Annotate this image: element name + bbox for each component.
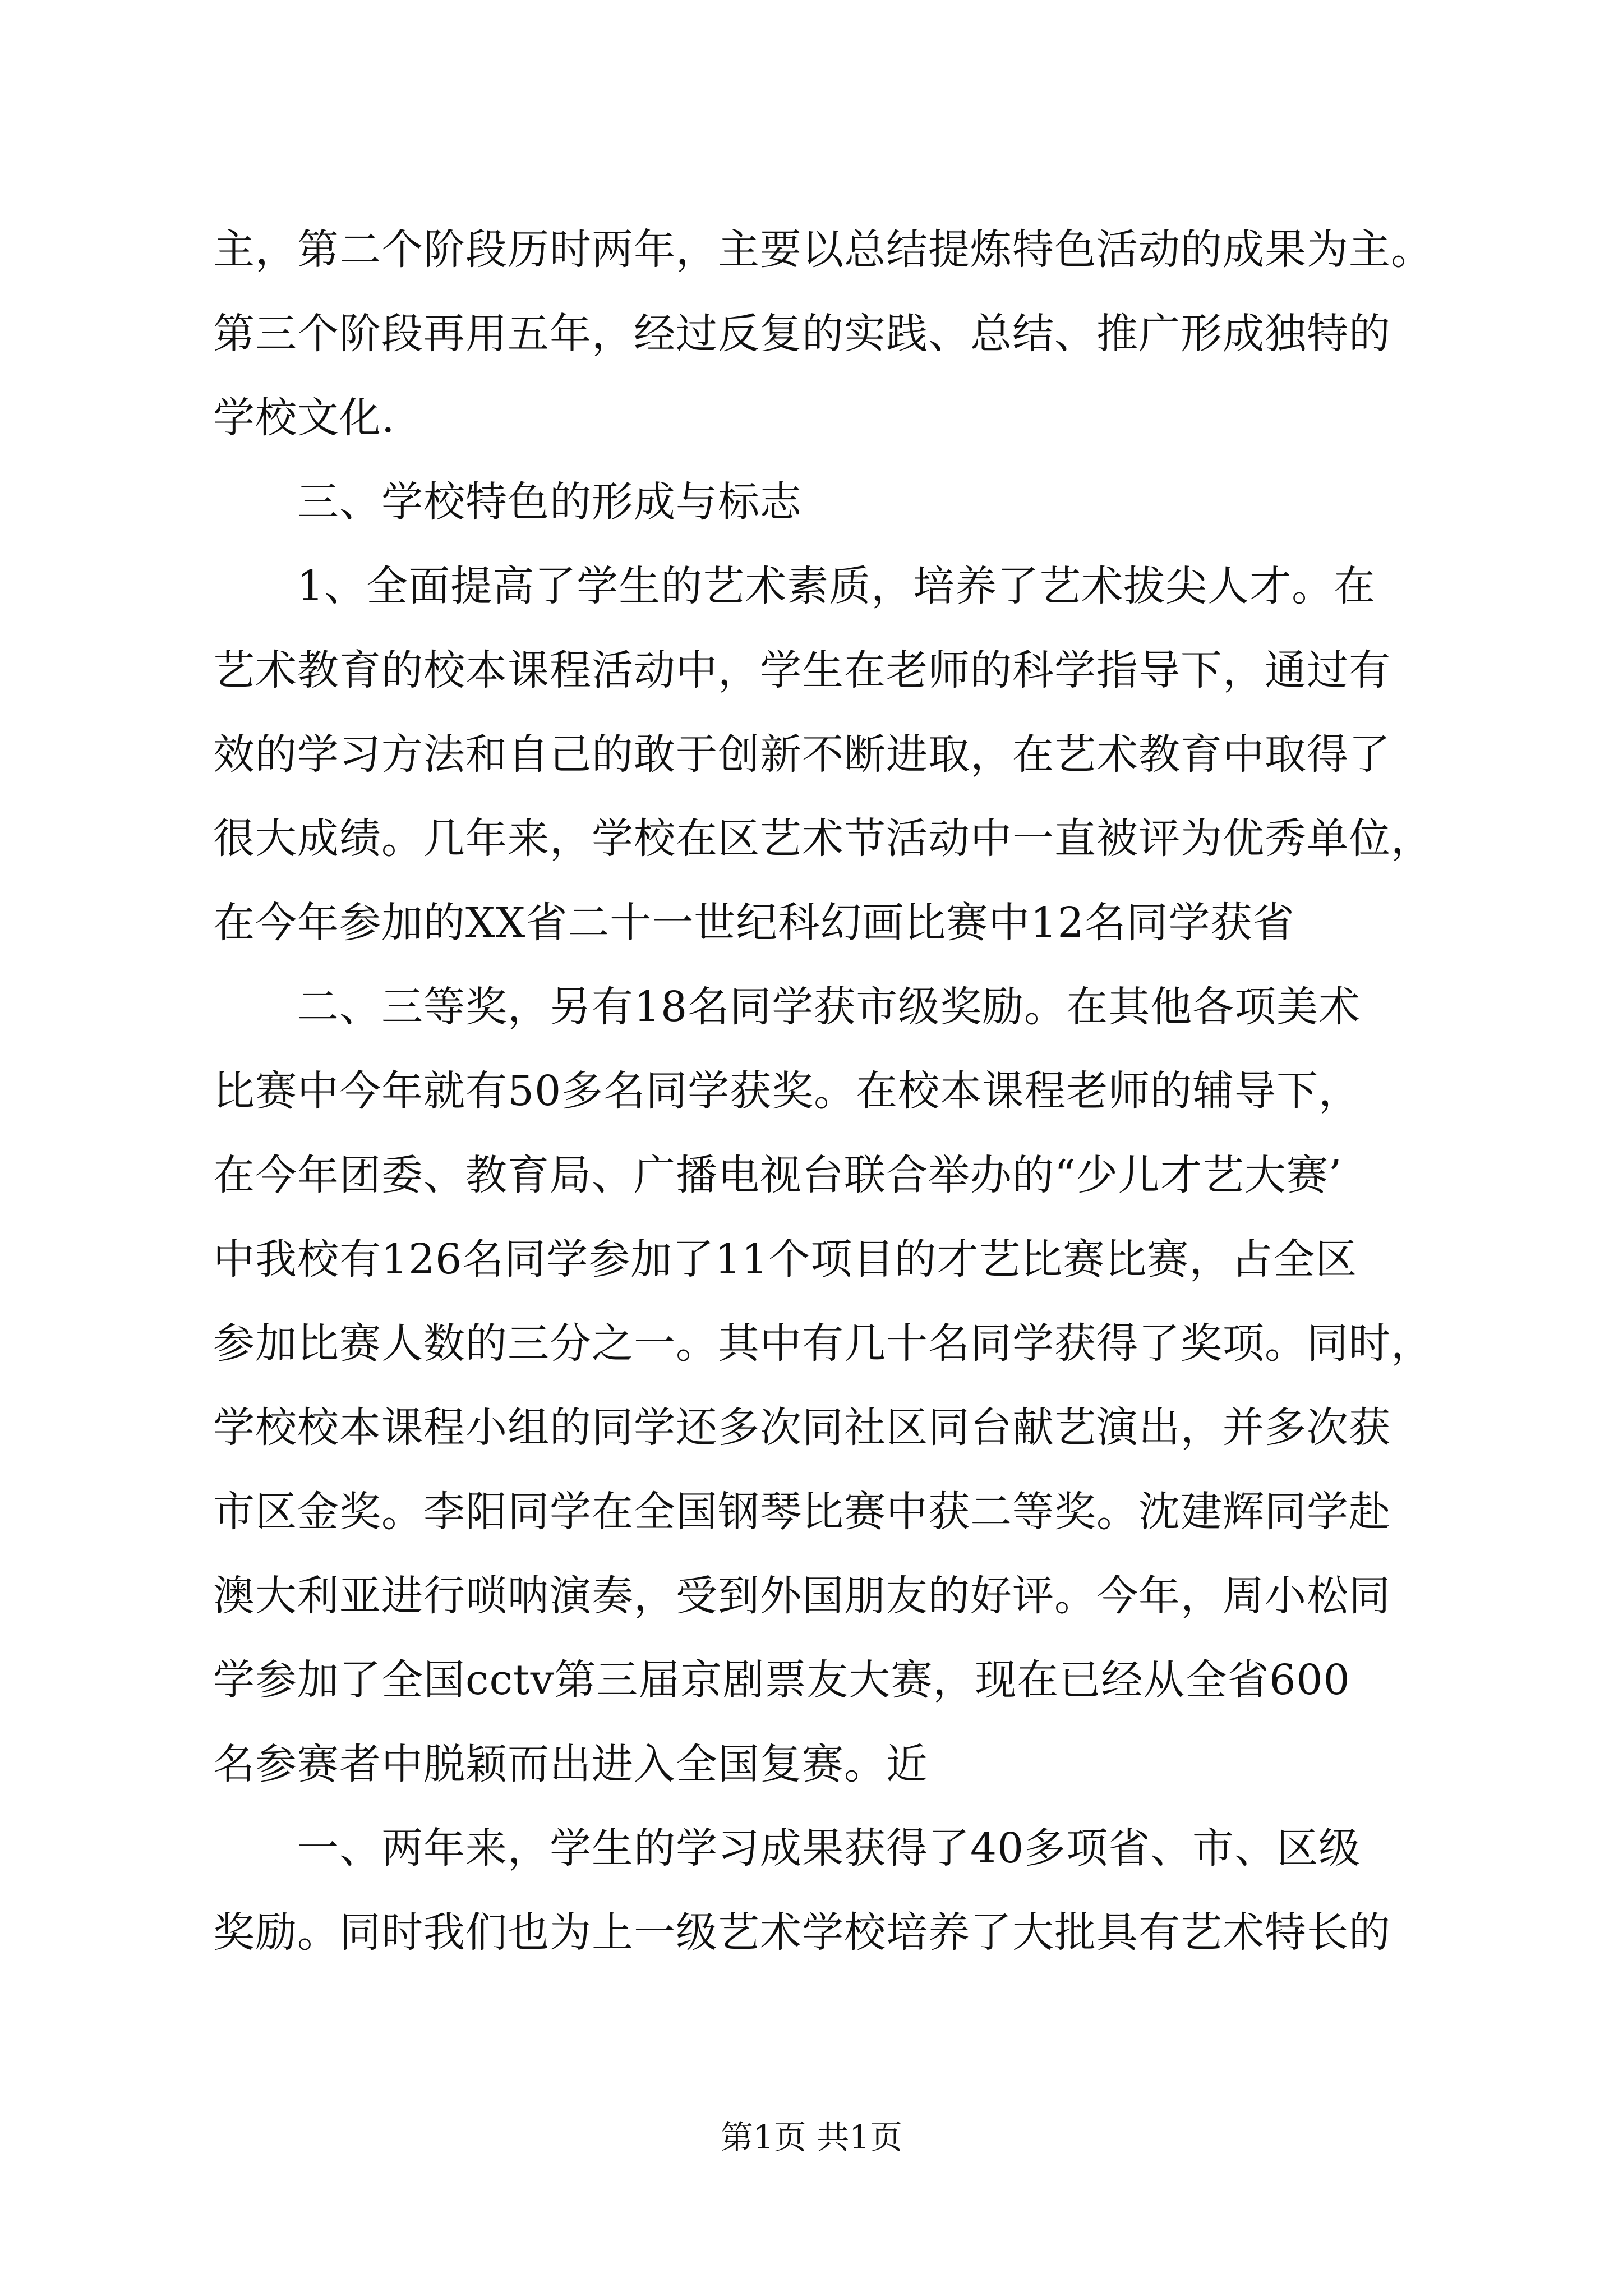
text-line: 艺术教育的校本课程活动中，学生在老师的科学指导下，通过有 [213,646,1391,694]
text-line: 奖励。同时我们也为上一级艺术学校培养了大批具有艺术特长的 [213,1908,1391,1957]
text-line: 名参赛者中脱颖而出进入全国复赛。近 [213,1740,928,1788]
text-line: 市区金奖。李阳同学在全国钢琴比赛中获二等奖。沈建辉同学赴 [213,1488,1391,1536]
text-line: 很大成绩。几年来，学校在区艺术节活动中一直被评为优秀单位， [213,815,1433,863]
text-line: 二、三等奖，另有18名同学获市级奖励。在其他各项美术 [297,983,1361,1031]
text-line: 学校文化. [213,394,395,442]
text-line: 在今年参加的XX省二十一世纪科幻画比赛中12名同学获省 [213,899,1295,947]
text-line: 中我校有126名同学参加了11个项目的才艺比赛比赛，占全区 [213,1235,1358,1283]
text-line: 第三个阶段再用五年，经过反复的实践、总结、推广形成独特的 [213,310,1391,358]
text-line: 在今年团委、教育局、广播电视台联合举办的“少儿才艺大赛’ [213,1151,1343,1199]
text-line: 三、学校特色的形成与标志 [297,478,802,526]
page-footer: 第1页 共1页 [720,2118,903,2156]
document-body [213,208,1433,1975]
text-line: 学校校本课程小组的同学还多次同社区同台献艺演出，并多次获 [213,1404,1391,1452]
text-line: 参加比赛人数的三分之一。其中有几十名同学获得了奖项。同时， [213,1319,1433,1368]
text-line: 主，第二个阶段历时两年，主要以总结提炼特色活动的成果为主。 [213,226,1433,274]
text-line: 1、全面提高了学生的艺术素质，培养了艺术拔尖人才。在 [297,562,1376,610]
text-line: 一、两年来，学生的学习成果获得了40多项省、市、区级 [297,1824,1361,1872]
text-line: 比赛中今年就有50多名同学获奖。在校本课程老师的辅导下， [213,1067,1361,1115]
text-line: 学参加了全国cctv第三届京剧票友大赛，现在已经从全省600 [213,1656,1350,1704]
text-line: 澳大利亚进行唢呐演奏，受到外国朋友的好评。今年，周小松同 [213,1572,1391,1620]
text-line: 效的学习方法和自己的敢于创新不断进取，在艺术教育中取得了 [213,730,1391,779]
